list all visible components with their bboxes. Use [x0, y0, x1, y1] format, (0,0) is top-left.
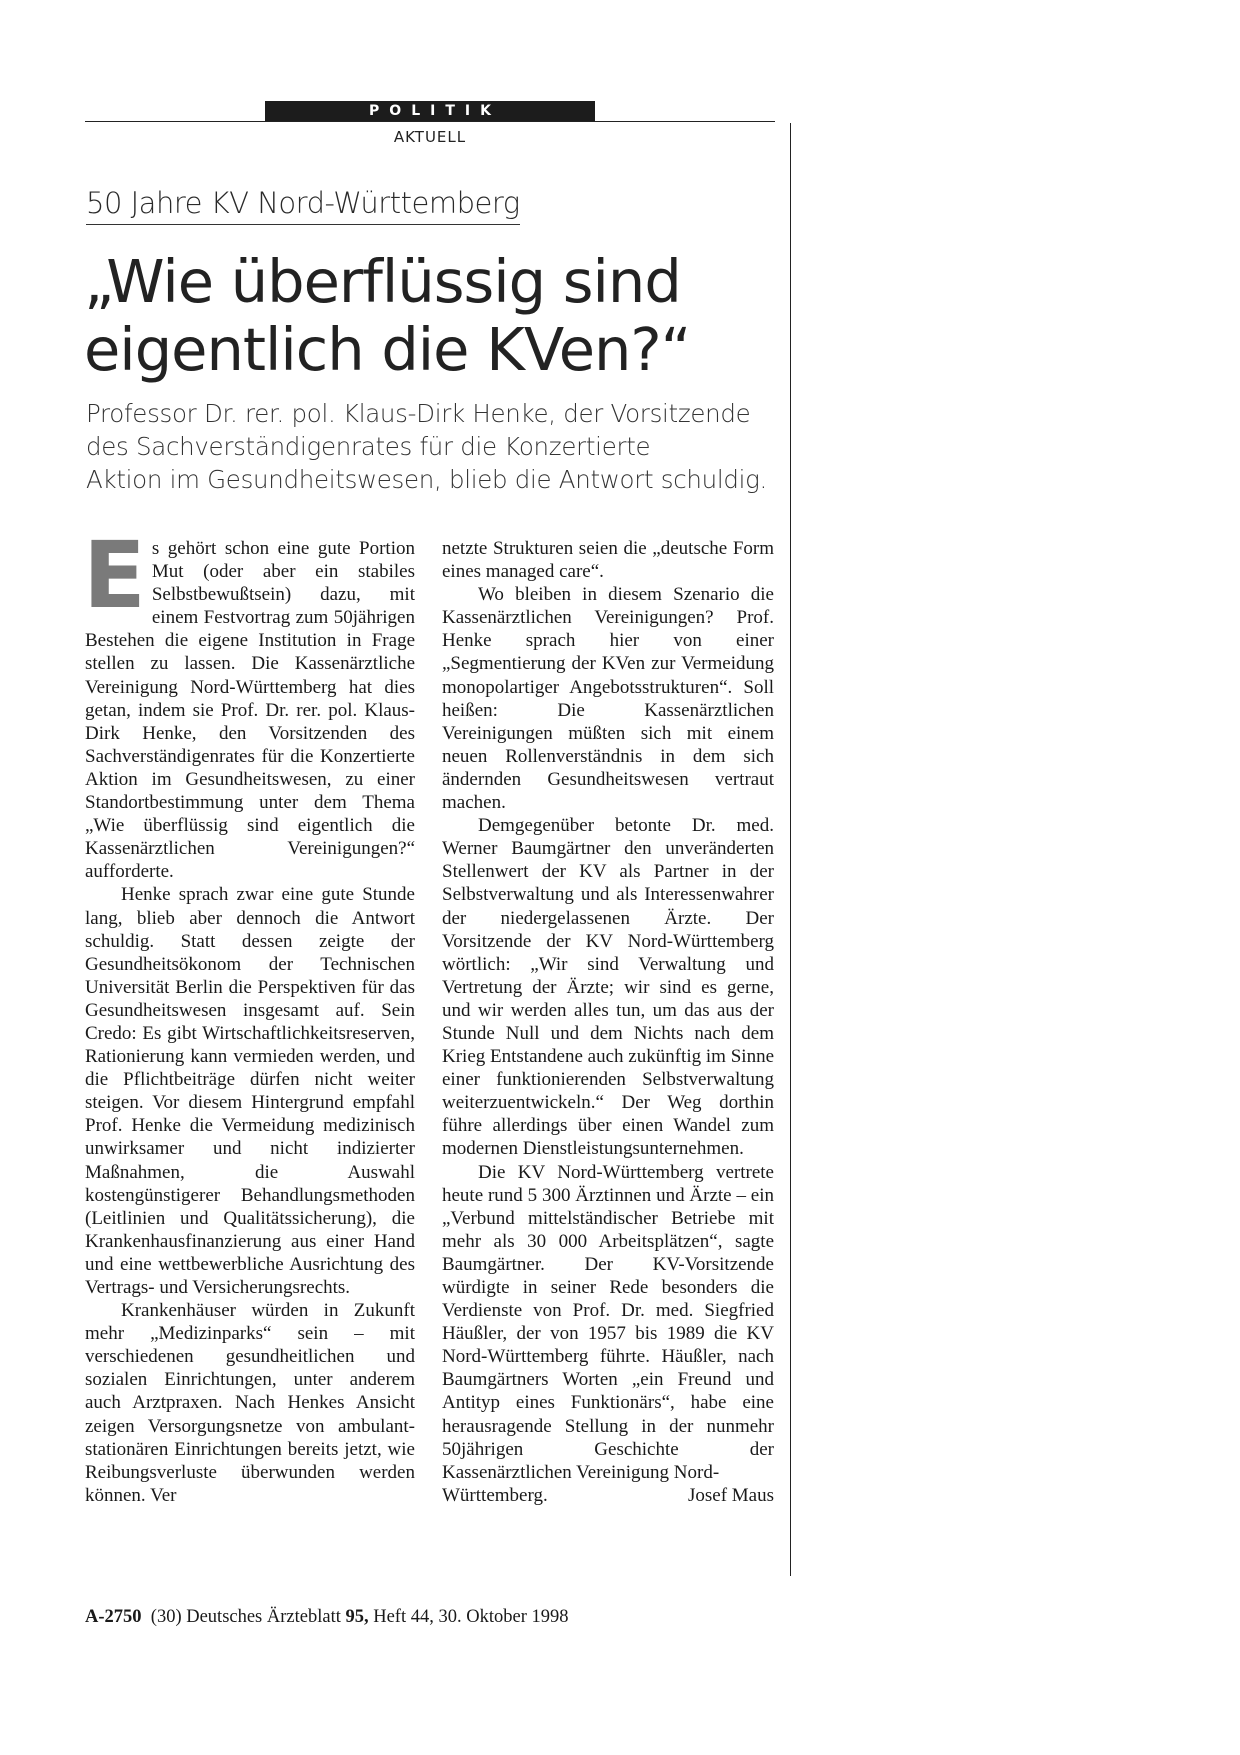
paragraph-7: Die KV Nord-Württemberg vertrete heute rund 5 300 Ärztinnen und Ärzte – ein „Verbund mittelständischer Betriebe mit mehr als 30 000 Arbeitsplätzen“, sagte Baumgärtner. Der KV-Vorsitzende würdigte in seiner Rede besonders die Verdienste von Prof. Dr. med. Siegfried Häußler, der von 1957 bis 1989 die KV Nord-Württemberg führte. Häußler, nach Baumgärtners Worten „ein Freund und Antityp eines Funktionärs“, habe eine herausragende Stellung in der nunmehr 50jährigen Geschichte der Kassenärztlichen Vereinigung Nord-: [442, 1161, 774, 1483]
article-kicker: 50 Jahre KV Nord-Württemberg: [86, 186, 520, 225]
article-headline: [84, 248, 784, 384]
section-label: POLITIK: [265, 101, 595, 121]
body-column-1: [83, 522, 415, 1507]
headline-line-2: eigentlich die KVen?“: [84, 315, 691, 384]
page-number: A-2750: [85, 1607, 142, 1627]
paragraph-6: Demgegenüber betonte Dr. med. Werner Baumgärtner den unveränderten Stellenwert der KV als Partner in der Selbstverwaltung und als Interessenwahrer der niedergelassenen Ärzte. Der Vorsitzende der KV Nord-Württemberg wörtlich: „Wir sind Verwaltung und Vertretung der Ärzte; wir sind es gerne, und wir werden alles tun, um das aus der Stunde Null und dem Nichts nach dem Krieg Entstandene auch zukünftig im Sinne einer funktionierenden Selbstverwaltung weiterzuentwickeln.“ Der Weg dorthin führe allerdings über einen Wandel zum modernen Dienstleistungsunternehmen.: [442, 815, 774, 1160]
headline-line-1: „Wie überflüssig sind: [84, 247, 681, 316]
closing-line: [442, 1484, 774, 1507]
subsection-label: AKTUELL: [393, 128, 467, 146]
deck-line-2: des Sachverständigenrates für die Konzertierte: [86, 432, 651, 461]
drop-cap: E: [83, 522, 146, 629]
author-name: Josef Maus: [687, 1484, 774, 1506]
body-column-2: [442, 537, 774, 1507]
closing-word: Württemberg.: [442, 1484, 548, 1506]
footer-issue: Heft 44, 30. Oktober 1998: [373, 1607, 569, 1627]
footer-publication: (30) Deutsches Ärzteblatt: [150, 1607, 341, 1627]
page-footer: [85, 1607, 568, 1628]
column-rule: [790, 123, 791, 1576]
paragraph-4: netzte Strukturen seien die „deutsche Form eines managed care“.: [442, 538, 774, 583]
paragraph-3: Krankenhäuser würden in Zukunft mehr „Medizinparks“ sein – mit verschiedenen gesundheitlichen und sozialen Einrichtungen, unter anderem auch Arztpraxen. Nach Henkes Ansicht zeigen Versorgungsnetze von ambulant-stationären Einrichtungen bereits jetzt, wie Reibungsverluste überwunden werden können. Ver: [85, 1300, 415, 1506]
paragraph-1: [83, 522, 415, 883]
deck-line-1: Professor Dr. rer. pol. Klaus-Dirk Henke, der Vorsitzende: [86, 399, 751, 428]
paragraph-1-text: s gehört schon eine gute Portion Mut (oder aber ein stabiles Selbstbewußtsein) dazu, mit einem Festvortrag zum 50jährigen Bestehen die eigene Institution in Frage stellen zu lassen. Die Kassenärztliche Vereinigung Nord-Württemberg hat dies getan, indem sie Prof. Dr. rer. pol. Klaus-Dirk Henke, den Vorsitzenden des Sachverständigenrates für die Konzertierte Aktion im Gesundheitswesen, zu einer Standortbestimmung unter dem Thema „Wie überflüssig sind eigentlich die Kassenärztlichen Vereinigungen?“ aufforderte.: [85, 538, 415, 883]
paragraph-2: Henke sprach zwar eine gute Stunde lang, blieb aber dennoch die Antwort schuldig. Statt dessen zeigte der Gesundheitsökonom der Technischen Universität Berlin die Perspektiven für das Gesundheitswesen insgesamt auf. Sein Credo: Es gibt Wirtschaftlichkeitsreserven, Rationierung kann vermieden werden, und die Pflichtbeiträge dürfen nicht weiter steigen. Vor diesem Hintergrund empfahl Prof. Henke die Vermeidung medizinisch unwirksamer und nicht indizierter Maßnahmen, die Auswahl kostengünstigerer Behandlungsmethoden (Leitlinien und Qualitätssicherung), die Krankenhausfinanzierung aus einer Hand und eine wettbewerbliche Ausrichtung des Vertrags- und Versicherungsrechts.: [85, 884, 415, 1298]
paragraph-5: Wo bleiben in diesem Szenario die Kassenärztlichen Vereinigungen? Prof. Henke sprach hier von einer „Segmentierung der KVen zur Vermeidung monopolartiger Angebotsstrukturen“. Soll heißen: Die Kassenärztlichen Vereinigungen müßten sich mit einem neuen Rollenverständnis in dem sich ändernden Gesundheitswesen vertraut machen.: [442, 584, 774, 814]
footer-volume: 95,: [345, 1607, 369, 1627]
deck-line-3: Aktion im Gesundheitswesen, blieb die Antwort schuldig.: [86, 465, 768, 494]
top-rule: [85, 121, 775, 122]
article-deck: [86, 397, 786, 496]
